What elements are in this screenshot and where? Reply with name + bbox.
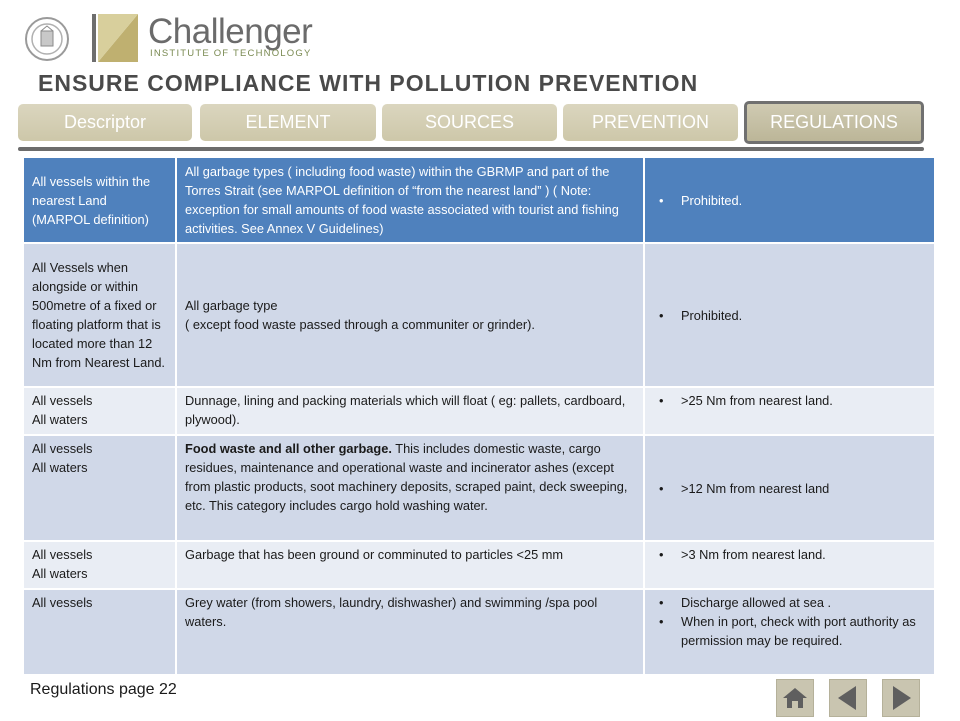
cell-vessel	[23, 541, 176, 589]
cell-text-bold: Food waste and all other garbage.	[185, 441, 392, 456]
home-button[interactable]	[776, 679, 814, 717]
cell-text: All vessels	[32, 547, 93, 562]
cell-text: Garbage that has been ground or comminuted to particles <25 mm	[185, 547, 564, 562]
home-icon	[777, 680, 813, 716]
tab-regulations[interactable]: REGULATIONS	[744, 101, 924, 144]
cell-text: All Vessels when alongside or within 500metre of a fixed or floating platform that is located more than 12 Nm from Nearest Land.	[32, 260, 165, 370]
cell-garbage	[176, 435, 644, 541]
page-title: ENSURE COMPLIANCE WITH POLLUTION PREVENTION	[38, 70, 699, 96]
cell-text: Dunnage, lining and packing materials which will float ( eg: pallets, cardboard, plywood).	[185, 393, 626, 427]
rule-item: • >12 Nm from nearest land	[681, 479, 926, 498]
cell-text: All vessels	[32, 441, 93, 456]
cell-text: All waters	[32, 412, 88, 427]
rule-item: • Prohibited.	[681, 191, 926, 210]
cell-garbage	[176, 589, 644, 675]
previous-button[interactable]	[829, 679, 867, 717]
cell-text: All garbage types ( including food waste) within the GBRMP and part of the Torres Strait (see MARPOL definition of “from the nearest land” ) ( Note: exception for small amounts of food waste associated with tourist and fishing activities. See Annex V Guidelines)	[185, 164, 619, 236]
table-row	[23, 589, 935, 675]
next-button[interactable]	[882, 679, 920, 717]
tab-sources[interactable]: SOURCES	[382, 104, 557, 141]
cell-text: Grey water (from showers, laundry, dishwasher) and swimming /spa pool waters.	[185, 595, 598, 629]
table-row	[23, 541, 935, 589]
table-row	[23, 157, 935, 243]
cell-rule	[644, 435, 935, 541]
rule-item: • When in port, check with port authority as permission may be required.	[681, 612, 926, 650]
cell-text: All vessels	[32, 595, 93, 610]
cell-garbage	[176, 541, 644, 589]
cell-garbage	[176, 243, 644, 387]
table-row	[23, 435, 935, 541]
cell-vessel	[23, 589, 176, 675]
arrow-right-icon	[883, 680, 919, 716]
tab-descriptor[interactable]: Descriptor	[18, 104, 192, 141]
cell-text: This includes domestic waste, cargo residues, maintenance and operational waste and incinerator ashes (except from plastic products, soot machinery deposits, scraped paint, deck sweeping, etc. This category includes cargo hold washing water.	[185, 441, 628, 513]
cell-rule	[644, 541, 935, 589]
crest-logo	[24, 14, 70, 64]
tab-divider	[18, 147, 924, 151]
table-row	[23, 387, 935, 435]
rule-item: • >25 Nm from nearest land.	[681, 391, 926, 410]
cell-rule	[644, 157, 935, 243]
brand	[148, 14, 312, 59]
cell-vessel	[23, 435, 176, 541]
rule-item: • Discharge allowed at sea .	[681, 593, 926, 612]
page-reference: Regulations page 22	[30, 681, 177, 698]
brand-subtitle: INSTITUTE OF TECHNOLOGY	[150, 48, 312, 59]
cell-text: ( except food waste passed through a communiter or grinder).	[185, 317, 535, 332]
cell-vessel	[23, 243, 176, 387]
rule-item: • Prohibited.	[681, 306, 926, 325]
cell-text: All garbage type	[185, 298, 278, 313]
regulations-table	[22, 156, 936, 676]
cell-text: All vessels within the nearest Land (MARPOL definition)	[32, 173, 151, 227]
arrow-left-icon	[830, 680, 866, 716]
cell-text: All waters	[32, 460, 88, 475]
cell-text: All waters	[32, 566, 88, 581]
cell-garbage	[176, 157, 644, 243]
brand-name: Challenger	[148, 12, 313, 51]
challenger-logo-icon	[92, 14, 140, 62]
table-row	[23, 243, 935, 387]
tab-prevention[interactable]: PREVENTION	[563, 104, 738, 141]
cell-vessel	[23, 387, 176, 435]
cell-rule	[644, 589, 935, 675]
tab-bar	[18, 104, 924, 144]
cell-rule	[644, 243, 935, 387]
cell-vessel	[23, 157, 176, 243]
tab-element[interactable]: ELEMENT	[200, 104, 376, 141]
cell-garbage	[176, 387, 644, 435]
rule-item: • >3 Nm from nearest land.	[681, 545, 926, 564]
cell-rule	[644, 387, 935, 435]
cell-text: All vessels	[32, 393, 93, 408]
